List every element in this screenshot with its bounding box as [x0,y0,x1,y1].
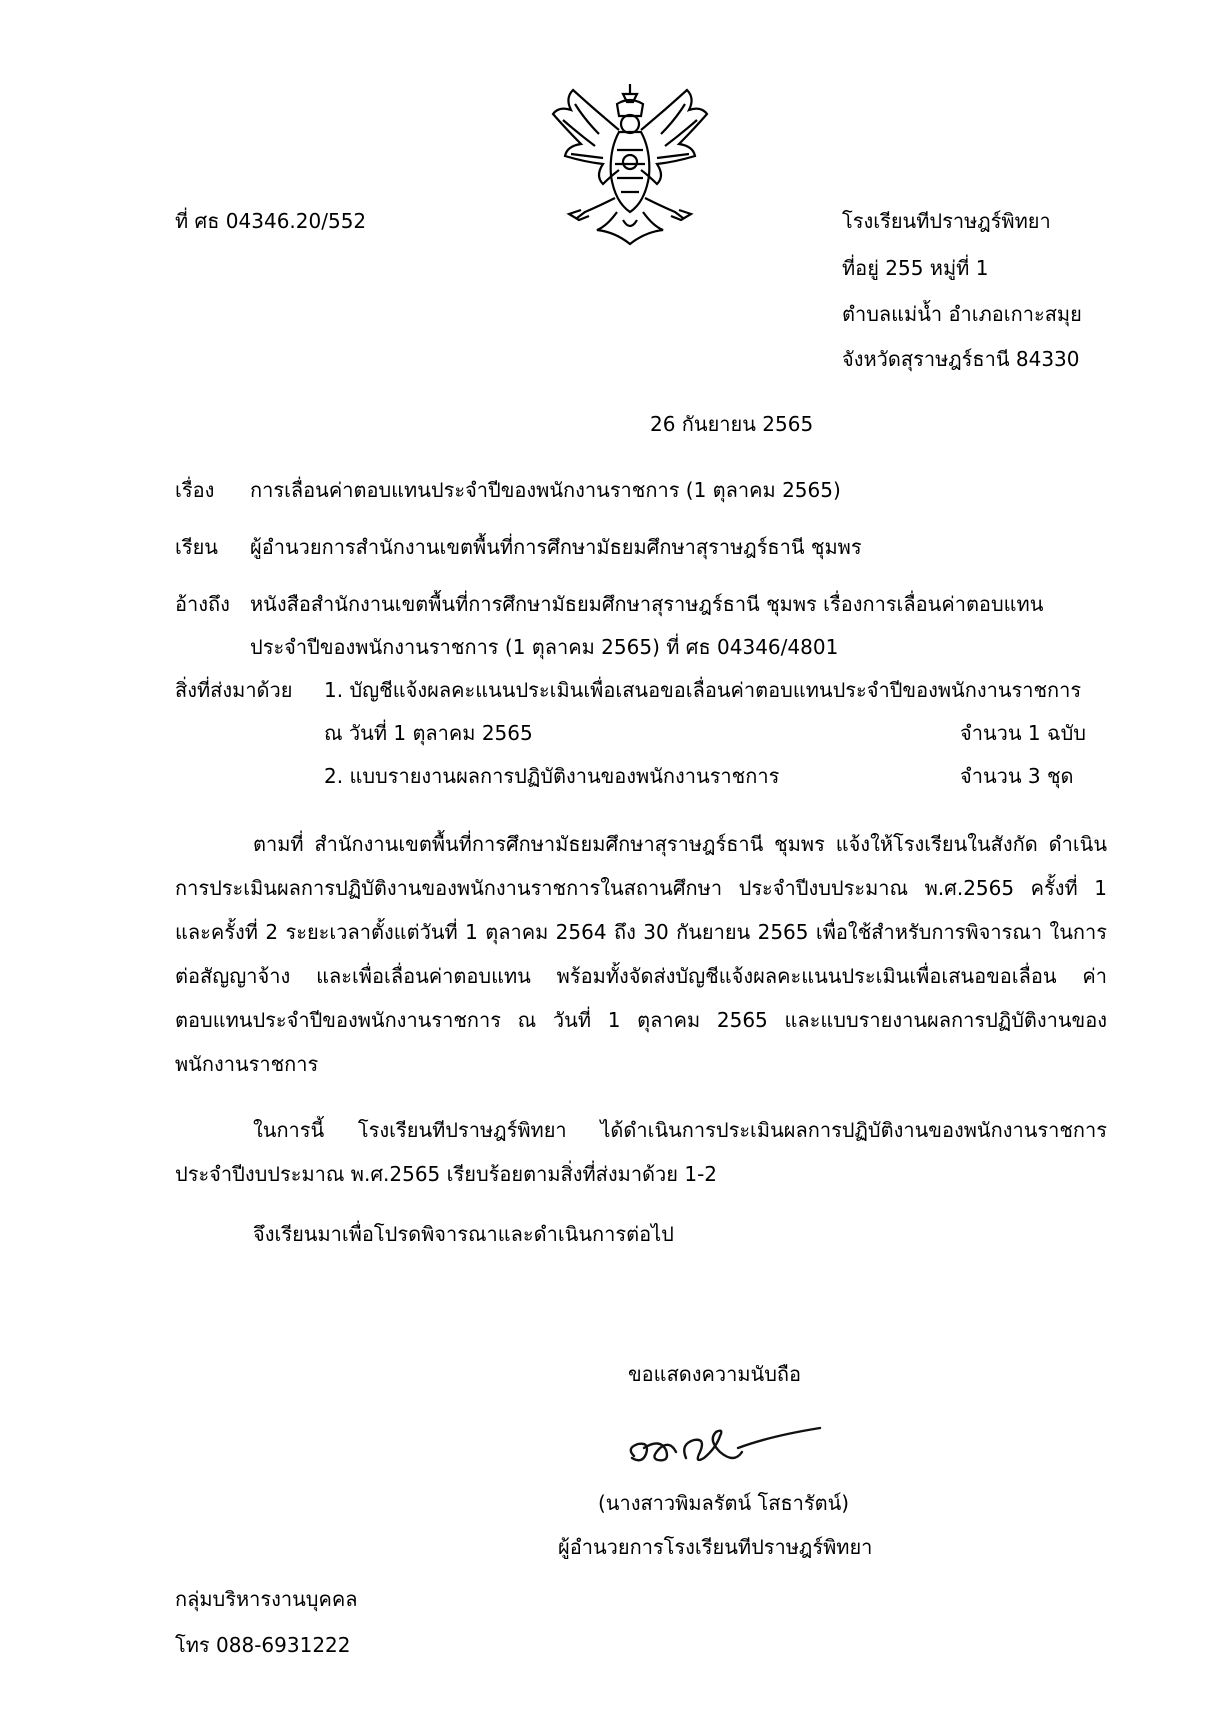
enclosures-label: สิ่งที่ส่งมาด้วย [175,678,293,702]
phone-number: โทร 088-6931222 [175,1633,351,1657]
sender-address-line-3: จังหวัดสุราษฎร์ธานี 84330 [842,347,1080,371]
signature-icon [620,1418,830,1478]
sender-name: โรงเรียนทีปราษฎร์พิทยา [842,209,1051,233]
reference-line-2: ประจำปีของพนักงานราชการ (1 ตุลาคม 2565) ที่ ศธ 04346/4801 [250,635,839,659]
signer-title: ผู้อำนวยการโรงเรียนทีปราษฎร์พิทยา [558,1535,873,1559]
body-paragraph-3: จึงเรียนมาเพื่อโปรดพิจารณาและดำเนินการต่อไป [253,1222,674,1246]
sender-address-line-2: ตำบลแม่น้ำ อำเภอเกาะสมุย [842,302,1082,326]
reference-label: อ้างถึง [175,592,230,616]
sender-address-line-1: ที่อยู่ 255 หมู่ที่ 1 [842,256,989,280]
reference-number: ที่ ศธ 04346.20/552 [175,209,367,233]
enclosure-2-line-1: 2. แบบรายงานผลการปฏิบัติงานของพนักงานราชการ [324,764,780,788]
enclosure-1-quantity: จำนวน 1 ฉบับ [960,721,1086,745]
subject-text: การเลื่อนค่าตอบแทนประจำปีของพนักงานราชการ (1 ตุลาคม 2565) [250,478,841,502]
reference-line-1: หนังสือสำนักงานเขตพื้นที่การศึกษามัธยมศึกษาสุราษฎร์ธานี ชุมพร เรื่องการเลื่อนค่าตอบแทน [250,592,1044,616]
signer-name: (นางสาวพิมลรัตน์ โสธารัตน์) [598,1491,850,1515]
recipient-text: ผู้อำนวยการสำนักงานเขตพื้นที่การศึกษามัธยมศึกษาสุราษฎร์ธานี ชุมพร [250,535,862,559]
letter-date: 26 กันยายน 2565 [650,412,814,436]
enclosure-2-quantity: จำนวน 3 ชุด [960,764,1074,788]
recipient-label: เรียน [175,535,218,559]
body-paragraph-2: ในการนี้ โรงเรียนทีปราษฎร์พิทยา ได้ดำเนินการประเมินผลการปฏิบัติงานของพนักงานราชการ ประจำปีงบประมาณ พ.ศ.2565 เรียบร้อยตามสิ่งที่ส่งมาด้วย 1-2 [175,1118,1107,1186]
closing-text: ขอแสดงความนับถือ [628,1362,802,1386]
enclosure-1-line-1: 1. บัญชีแจ้งผลคะแนนประเมินเพื่อเสนอขอเลื่อนค่าตอบแทนประจำปีของพนักงานราชการ [324,678,1082,702]
enclosure-1-line-2: ณ วันที่ 1 ตุลาคม 2565 [324,721,533,745]
body-paragraph-1: ตามที่ สำนักงานเขตพื้นที่การศึกษามัธยมศึกษาสุราษฎร์ธานี ชุมพร แจ้งให้โรงเรียนในสังกัด ดำเนินการประเมินผลการปฏิบัติงานของพนักงานราชการในสถานศึกษา ประจำปีงบประมาณ พ.ศ.2565 ครั้งที่ 1 และครั้งที่ 2 ระยะเวลาตั้งแต่วันที่ 1 ตุลาคม 2564 ถึง 30 กันยายน 2565 เพื่อใช้สำหรับการพิจารณา ในการต่อสัญญาจ้าง และเพื่อเลื่อนค่าตอบแทน พร้อมทั้งจัดส่งบัญชีแจ้งผลคะแนนประเมินเพื่อเสนอขอเลื่อน ค่าตอบแทนประจำปีของพนักงานราชการ ณ วันที่ 1 ตุลาคม 2565 และแบบรายงานผลการปฏิบัติงานของ พนักงานราชการ [175,832,1107,1076]
subject-label: เรื่อง [175,478,215,502]
department-name: กลุ่มบริหารงานบุคคล [175,1587,358,1611]
garuda-emblem-icon [545,80,715,248]
